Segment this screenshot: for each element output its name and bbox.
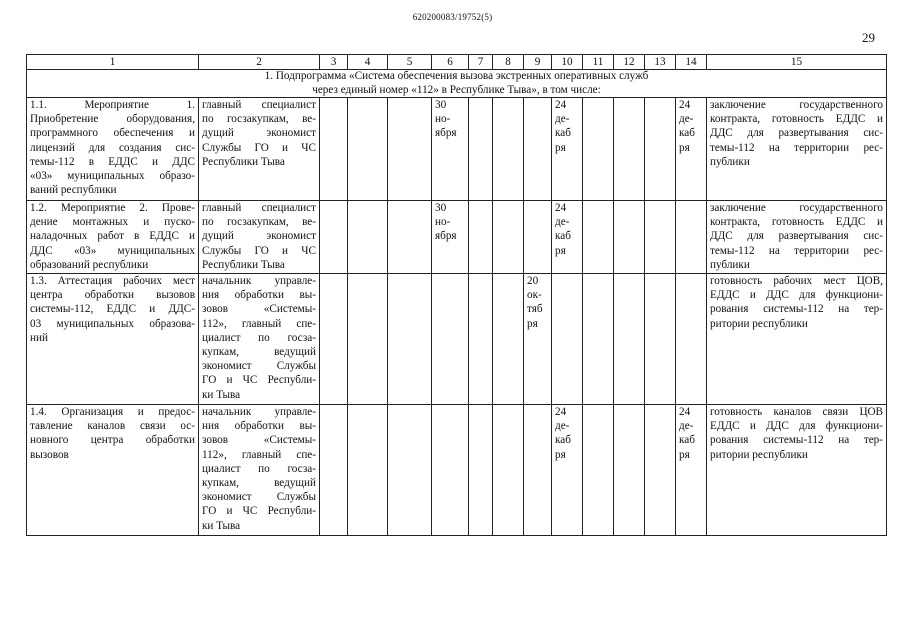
cell-line: Республики Тыва <box>202 155 285 168</box>
cell-line: образований республики <box>30 258 149 271</box>
cell-line: ЕДДС и ДДС для функциони- <box>710 420 883 433</box>
empty-cell-col-3 <box>320 274 348 405</box>
cell-line: де- <box>679 420 694 433</box>
cell-line: 30 <box>435 99 447 111</box>
responsible-cell <box>199 405 320 536</box>
column-header-15: 15 <box>707 55 887 70</box>
plan-table <box>26 54 887 536</box>
cell-line: ния обработки вы- <box>202 289 316 302</box>
cell-line: темы-112 на территории рес- <box>710 141 883 154</box>
cell-line: де- <box>679 113 694 126</box>
cell-line: ГО и ЧС Республи- <box>202 374 316 387</box>
cell-line: ГО и ЧС Республи- <box>202 505 316 518</box>
cell-line: каб <box>679 434 695 447</box>
cell-line: 112», главный спе- <box>202 448 316 461</box>
table-row <box>27 201 887 274</box>
empty-cell-col-4 <box>348 201 388 274</box>
cell-line: купкам, ведущий <box>202 477 316 490</box>
cell-line: ки Тыва <box>202 388 241 401</box>
cell-line: ДДС для развертывания сис- <box>710 127 883 140</box>
cell-line: Службы ГО и ЧС <box>202 141 316 154</box>
cell-line: ДДС «03» муниципальных <box>30 244 195 257</box>
cell-line: 03 муниципальных образова- <box>30 317 195 330</box>
cell-line: 20 <box>527 275 539 287</box>
cell-line: 1.4. Организация и предос- <box>30 406 195 418</box>
cell-line: лицензий для создания сис- <box>30 141 195 154</box>
cell-line: ября <box>435 230 457 243</box>
result-cell <box>707 405 887 536</box>
result-cell <box>707 201 887 274</box>
cell-line: по госзакупкам, ве- <box>202 113 316 126</box>
section-heading <box>27 70 887 98</box>
cell-line: 24 <box>555 99 567 111</box>
cell-line: ря <box>679 141 690 154</box>
cell-line: заключение государственного <box>710 202 883 214</box>
empty-cell-col-8 <box>493 201 524 274</box>
empty-cell-col-13 <box>645 98 676 201</box>
measure-cell <box>27 274 199 405</box>
column-header-1: 1 <box>27 55 199 70</box>
empty-cell-col-11 <box>583 274 614 405</box>
cell-line: главный специалист <box>202 99 316 111</box>
empty-cell-col-12 <box>614 98 645 201</box>
document-id: 620200083/19752(5) <box>412 12 493 22</box>
table-row <box>27 98 887 201</box>
cell-line: каб <box>555 127 571 140</box>
date-cell-col-10 <box>552 405 583 536</box>
column-header-14: 14 <box>676 55 707 70</box>
cell-line: каб <box>679 127 695 140</box>
empty-cell-col-3 <box>320 405 348 536</box>
cell-line: по госзакупкам, ве- <box>202 216 316 229</box>
empty-cell-col-13 <box>645 201 676 274</box>
empty-cell-col-12 <box>614 201 645 274</box>
cell-line: темы-112 на территории рес- <box>710 244 883 257</box>
cell-line: 24 <box>679 99 691 111</box>
empty-cell-col-5 <box>388 98 432 201</box>
empty-cell-col-7 <box>469 201 493 274</box>
cell-line: экономист Службы <box>202 491 316 504</box>
cell-line: каб <box>555 434 571 447</box>
cell-line: 112», главный спе- <box>202 317 316 330</box>
empty-cell-col-3 <box>320 201 348 274</box>
cell-line: начальник управле- <box>202 406 316 418</box>
table-row <box>27 274 887 405</box>
cell-line: зовов «Системы- <box>202 303 316 316</box>
cell-line: циалист по госза- <box>202 462 316 475</box>
cell-line: 24 <box>555 202 567 214</box>
date-cell-col-9 <box>524 405 552 536</box>
cell-line: ября <box>435 127 457 140</box>
date-cell-col-6 <box>432 201 469 274</box>
table-row <box>27 405 887 536</box>
empty-cell-col-4 <box>348 98 388 201</box>
cell-line: готовность каналов связи ЦОВ <box>710 406 883 418</box>
cell-line: Республики Тыва <box>202 258 285 271</box>
cell-line: главный специалист <box>202 202 316 214</box>
date-cell-col-10 <box>552 98 583 201</box>
cell-line: экономист Службы <box>202 360 316 373</box>
cell-line: ря <box>555 448 566 461</box>
cell-line: 1.2. Мероприятие 2. Прове- <box>30 202 195 214</box>
section-heading-row <box>27 70 887 98</box>
cell-line: де- <box>555 113 570 126</box>
cell-line: но- <box>435 113 451 126</box>
empty-cell-col-8 <box>493 274 524 405</box>
cell-line: ДДС для развертывания сис- <box>710 230 883 243</box>
result-cell <box>707 274 887 405</box>
date-cell-col-14 <box>676 98 707 201</box>
date-cell-col-6 <box>432 274 469 405</box>
column-header-9: 9 <box>524 55 552 70</box>
cell-line: дение монтажных и пуско- <box>30 216 195 229</box>
responsible-cell <box>199 201 320 274</box>
section-heading-line-1: 1. Подпрограмма «Система обеспечения вызова экстренных оперативных служб <box>264 70 649 82</box>
empty-cell-col-11 <box>583 201 614 274</box>
column-header-8: 8 <box>493 55 524 70</box>
column-header-11: 11 <box>583 55 614 70</box>
empty-cell-col-4 <box>348 274 388 405</box>
empty-cell-col-8 <box>493 405 524 536</box>
empty-cell-col-13 <box>645 405 676 536</box>
cell-line: контракта, готовность ЕДДС и <box>710 113 883 126</box>
column-header-7: 7 <box>469 55 493 70</box>
date-cell-col-14 <box>676 405 707 536</box>
date-cell-col-10 <box>552 201 583 274</box>
cell-line: готовность рабочих мест ЦОВ, <box>710 275 883 287</box>
cell-line: публики <box>710 155 750 168</box>
empty-cell-col-11 <box>583 98 614 201</box>
column-header-12: 12 <box>614 55 645 70</box>
cell-line: купкам, ведущий <box>202 346 316 359</box>
cell-line: Приобретение оборудования, <box>30 113 195 126</box>
column-header-13: 13 <box>645 55 676 70</box>
column-header-6: 6 <box>432 55 469 70</box>
date-cell-col-6 <box>432 98 469 201</box>
cell-line: ря <box>555 141 566 154</box>
empty-cell-col-7 <box>469 405 493 536</box>
cell-line: тавление каналов связи ос- <box>30 420 195 433</box>
responsible-cell <box>199 98 320 201</box>
cell-line: ок- <box>527 289 542 302</box>
cell-line: ритории республики <box>710 317 808 330</box>
column-header-10: 10 <box>552 55 583 70</box>
column-header-5: 5 <box>388 55 432 70</box>
cell-line: рования системы-112 на тер- <box>710 434 883 447</box>
cell-line: новного центра обработки <box>30 434 195 447</box>
cell-line: ря <box>527 317 538 330</box>
cell-line: системы-112, ЕДДС и ДДС- <box>30 303 195 316</box>
page-number: 29 <box>862 30 875 45</box>
cell-line: ря <box>679 448 690 461</box>
empty-cell-col-5 <box>388 201 432 274</box>
empty-cell-col-7 <box>469 98 493 201</box>
section-heading-line-2: через единый номер «112» в Республике Тыва», в том числе: <box>312 83 601 96</box>
cell-line: 24 <box>555 406 567 418</box>
cell-line: де- <box>555 420 570 433</box>
cell-line: де- <box>555 216 570 229</box>
cell-line: каб <box>555 230 571 243</box>
responsible-cell <box>199 274 320 405</box>
cell-line: зовов «Системы- <box>202 434 316 447</box>
cell-line: дущий экономист <box>202 127 316 140</box>
empty-cell-col-5 <box>388 274 432 405</box>
date-cell-col-9 <box>524 201 552 274</box>
cell-line: ритории республики <box>710 448 808 461</box>
empty-cell-col-5 <box>388 405 432 536</box>
date-cell-col-9 <box>524 98 552 201</box>
cell-line: тяб <box>527 303 543 316</box>
cell-line: темы-112 в ЕДДС и ДДС <box>30 155 195 168</box>
date-cell-col-10 <box>552 274 583 405</box>
cell-line: 30 <box>435 202 447 214</box>
measure-cell <box>27 405 199 536</box>
cell-line: циалист по госза- <box>202 331 316 344</box>
empty-cell-col-7 <box>469 274 493 405</box>
cell-line: ря <box>555 244 566 257</box>
cell-line: Службы ГО и ЧС <box>202 244 316 257</box>
result-cell <box>707 98 887 201</box>
empty-cell-col-12 <box>614 405 645 536</box>
cell-line: 24 <box>679 406 691 418</box>
empty-cell-col-11 <box>583 405 614 536</box>
cell-line: но- <box>435 216 451 229</box>
empty-cell-col-8 <box>493 98 524 201</box>
cell-line: ЕДДС и ДДС для функциони- <box>710 289 883 302</box>
column-header-3: 3 <box>320 55 348 70</box>
measure-cell <box>27 201 199 274</box>
measure-cell <box>27 98 199 201</box>
empty-cell-col-13 <box>645 274 676 405</box>
cell-line: ний <box>30 331 48 344</box>
cell-line: рования системы-112 на тер- <box>710 303 883 316</box>
cell-line: ния обработки вы- <box>202 420 316 433</box>
date-cell-col-14 <box>676 201 707 274</box>
cell-line: заключение государственного <box>710 99 883 111</box>
empty-cell-col-12 <box>614 274 645 405</box>
cell-line: 1.3. Аттестация рабочих мест <box>30 275 195 287</box>
cell-line: наладочных работ в ЕДДС и <box>30 230 195 243</box>
date-cell-col-9 <box>524 274 552 405</box>
cell-line: «03» муниципальных образо- <box>30 170 195 183</box>
cell-line: вызовов <box>30 448 69 461</box>
column-header-2: 2 <box>199 55 320 70</box>
cell-line: центра обработки вызовов <box>30 289 195 302</box>
cell-line: 1.1. Мероприятие 1. <box>30 99 195 111</box>
cell-line: дущий экономист <box>202 230 316 243</box>
date-cell-col-6 <box>432 405 469 536</box>
cell-line: публики <box>710 258 750 271</box>
empty-cell-col-4 <box>348 405 388 536</box>
cell-line: контракта, готовность ЕДДС и <box>710 216 883 229</box>
empty-cell-col-3 <box>320 98 348 201</box>
cell-line: ки Тыва <box>202 519 241 532</box>
column-number-row <box>27 55 887 70</box>
cell-line: начальник управле- <box>202 275 316 287</box>
cell-line: ваний республики <box>30 184 117 197</box>
column-header-4: 4 <box>348 55 388 70</box>
cell-line: программного обеспечения и <box>30 127 195 140</box>
date-cell-col-14 <box>676 274 707 405</box>
